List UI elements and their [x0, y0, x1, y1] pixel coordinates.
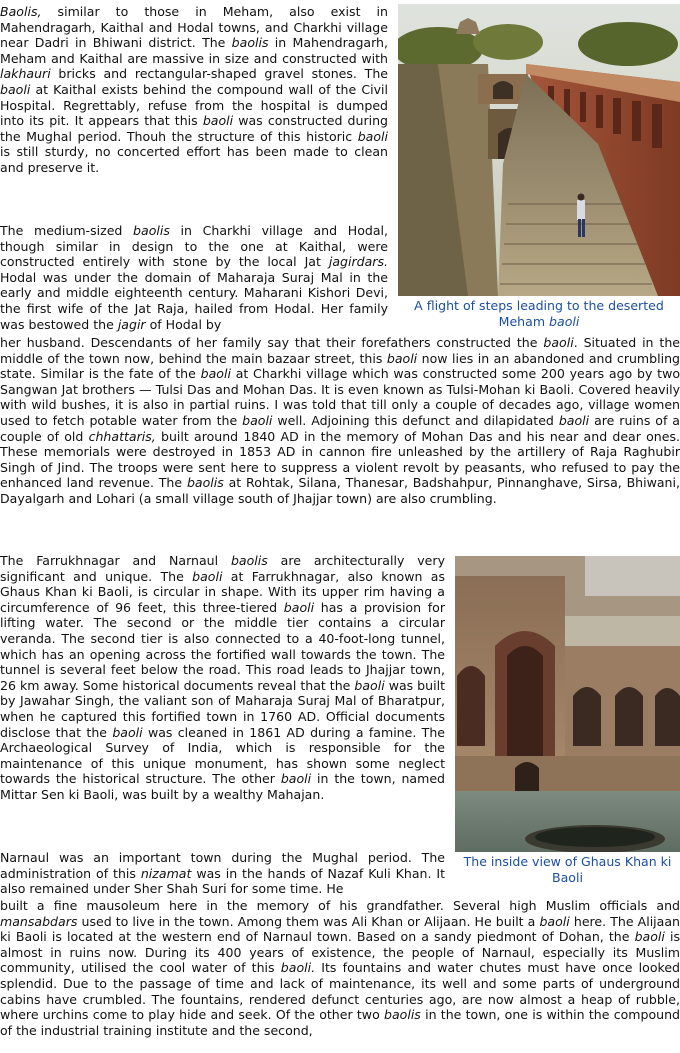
text-run: was built by Jawahar Singh, the valiant son of Maharaja Suraj Mal of Bharatpur, when he captured this fortified town in 1760 AD. Official documents disclose that the: [0, 677, 445, 740]
text-run: here. The Alijaan ki Baoli is located at the western end of Narnaul town. Based on a sandy piedmont of Dohan, the: [0, 913, 680, 945]
italic-term: lakhauri: [0, 66, 51, 82]
italic-term: jagirdars.: [328, 254, 388, 270]
text-run: are architecturally very significant and unique. The: [0, 553, 445, 584]
text-run: similar to those in Meham, also exist in Mahendragarh, Kaithal and Hodal towns, and Charkhi village near Dadri in Bhiwani district. The: [0, 4, 388, 51]
text-run: was cleaned in 1861 AD during a famine. The Archaeological Survey of India, which is responsible for the maintenance of this unique monument, has shown some neglect towards the historical structure. The other: [0, 724, 445, 787]
text-run: at Kaithal exists behind the compound wall of the Civil Hospital. Regrettably, refuse from the hospital is dumped into its pit. It appears that this: [0, 81, 388, 129]
italic-term: baolis: [186, 475, 224, 491]
text-run: is almost in ruins now. During its 400 years of existence, the people of Narnaul, especially its Muslim community, utilised the cool water of this: [0, 929, 680, 976]
italic-term: baoli: [192, 568, 223, 584]
ghaus-khan-baoli-photo: [455, 556, 680, 852]
italic-term: Baolis,: [0, 4, 42, 19]
italic-term: baoli: [386, 350, 418, 366]
text-run: The medium-sized: [0, 223, 134, 238]
text-run: Its fountains and water chutes must have once looked splendid. Due to the passage of time and lack of maintenance, its well and some parts of underground cabins have crumbled. The fountains, rendered defunct centuries ago, are now almost a heap of rubble, where urchins come to play hide and seek. Of the other two: [0, 960, 680, 1023]
italic-term: baoli: [357, 128, 388, 144]
italic-term: baoli: [543, 335, 574, 350]
text-run: is still sturdy, no concerted effort has been made to clean and preserve it.: [0, 144, 388, 175]
text-run: built around 1840 AD in the memory of Mohan Das and his near and dear ones. These memorials were destroyed in 1853 AD in cannon fire unleashed by the artillery of Raja Raghubir Singh of Jind. The troops were sent here to suppress a violent revolt by peasants, who refused to pay the enhanced land revenue. The: [0, 428, 680, 491]
italic-term: chhattaris,: [88, 428, 156, 444]
paragraph-4-text-top: [0, 850, 445, 897]
text-run: now lies in an abandoned and crumbling state. Similar is the fate of the: [0, 350, 680, 382]
paragraph-4-top: [0, 850, 445, 897]
meham-baoli-figure: [398, 4, 680, 329]
italic-term: jagir: [117, 316, 146, 332]
text-run: at Farrukhnagar, also known as Ghaus Khan ki Baoli, is circular in shape. With its upper rim having a circumference of 96 feet, this three-tiered: [0, 568, 445, 615]
text-run: Hodal was under the domain of Maharaja Suraj Mal in the early and middle eighteenth century. Maharani Kishori Devi, the first wife of the Jat Raja, hailed from Hodal. Her family was bestowed the: [0, 269, 388, 332]
text-run: are ruins of a couple of old: [0, 412, 680, 444]
paragraph-3-text: [0, 553, 445, 803]
italic-term: baoli: [112, 724, 143, 740]
paragraph-4-bottom: [0, 898, 680, 1038]
paragraph-1-text: [0, 4, 388, 176]
italic-term: baoli: [280, 771, 312, 787]
italic-term: baoli: [558, 412, 590, 428]
italic-term: baoli: [283, 599, 315, 615]
text-run: her husband. Descendants of her family say that their forefathers constructed the: [0, 335, 544, 350]
italic-term: baoli: [634, 929, 665, 945]
text-run: was in the hands of Nazaf Kuli Khan. It also remained under Sher Shah Suri for some time. He: [0, 865, 445, 897]
text-run: at Rohtak, Silana, Thanesar, Badshahpur, Pinnanghave, Sirsa, Bhiwani, Dayalgarh and Lohari (a small village south of Jhajjar town) are also crumbling.: [0, 475, 680, 506]
text-run: in Mahendragarh, Meham and Kaithal are massive in size and constructed with: [0, 35, 388, 66]
meham-baoli-photo: [398, 4, 680, 296]
italic-term: baolis: [133, 223, 170, 238]
text-run: in the town, named Mittar Sen ki Baoli, was built by a wealthy Mahajan.: [0, 771, 446, 802]
italic-term: baoli: [200, 366, 231, 382]
italic-term: baoli: [354, 677, 385, 693]
paragraph-2-bottom: [0, 335, 680, 507]
text-run: in the town, one is within the compound of the industrial training institute and the second,: [0, 1007, 680, 1038]
text-run: The Farrukhnagar and Narnaul: [0, 553, 231, 568]
text-run: . Situated in the middle of the town now, behind the main bazaar street, this: [0, 335, 680, 366]
ghaus-figure-caption: The inside view of Ghaus Khan ki Baoli: [463, 854, 672, 885]
text-run: at Charkhi village which was constructed some 200 years ago by two Sangwan Jat brothers — Tulsi Das and Mohan Das. It is even known as Tulsi-Mohan ki Baoli. Covered heavily with wild bushes, it is also in partial ruins. I was told that till only a couple of decades ago, village women used to fetch potable water from the: [0, 366, 680, 428]
italic-term: baoli: [539, 913, 570, 929]
text-run: well. Adjoining this defunct and dilapidated: [272, 412, 559, 428]
italic-term: mansabdars: [0, 913, 78, 929]
text-run: bricks and rectangular-shaped gravel stones. The: [50, 66, 388, 82]
italic-term: baolis: [230, 553, 268, 568]
text-run: used to live in the town. Among them was Ali Khan or Alijaan. He built a: [77, 913, 540, 929]
text-run: of Hodal by: [145, 316, 222, 332]
paragraph-1: [0, 4, 388, 176]
text-run: has a provision for lifting water. The second or the middle tier contains a circular veranda. The second tier is also connected to a 40-foot-long tunnel, which has an opening across the fortified wall towards the town. The tunnel is several feet below the road. This road leads to Jhajjar town, 26 km away. Some historical documents reveal that the: [0, 599, 445, 693]
italic-term: baoli.: [280, 960, 316, 976]
paragraph-2-top: [0, 223, 388, 332]
caption-text: A flight of steps leading to the deserted Meham: [414, 298, 664, 329]
text-run: in Charkhi village and Hodal, though similar in design to the one at Kaithal, were constructed entirely with stone by the local Jat: [0, 223, 388, 270]
text-run: was constructed during the Mughal period. Thouh the structure of this historic: [0, 113, 389, 144]
paragraph-2-text-bottom: [0, 335, 680, 507]
italic-term: baolis: [384, 1007, 421, 1023]
paragraph-3: [0, 553, 445, 803]
meham-figure-caption: [398, 298, 680, 329]
italic-term: baoli: [242, 412, 273, 428]
italic-term: baolis: [231, 35, 269, 51]
paragraph-4-text-bottom: [0, 898, 680, 1038]
caption-italic: baoli: [549, 313, 580, 329]
text-run: built a fine mausoleum here in the memory of his grandfather. Several high Muslim officials and: [0, 898, 680, 913]
italic-term: baoli: [0, 81, 31, 97]
italic-term: baoli: [202, 113, 234, 129]
paragraph-2-text-top: [0, 223, 388, 332]
ghaus-khan-baoli-figure: [455, 556, 680, 885]
italic-term: nizamat: [140, 865, 192, 881]
text-run: Narnaul was an important town during the Mughal period. The administration of this: [0, 850, 445, 881]
